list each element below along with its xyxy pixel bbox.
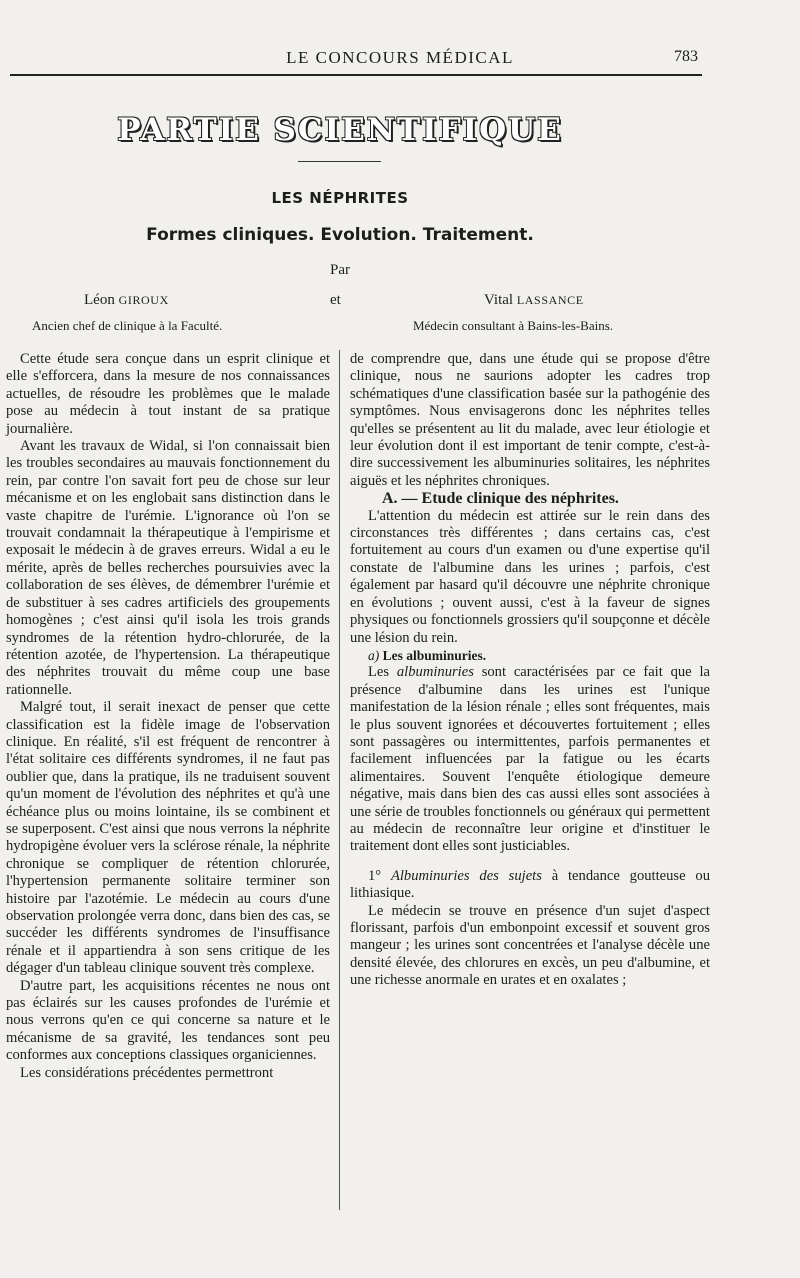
emphasis: albuminuries xyxy=(396,664,474,681)
right-column xyxy=(350,351,710,990)
author-last-name: LASSANCE xyxy=(516,293,584,307)
text-run: Les xyxy=(368,664,390,681)
article-title: LES NÉPHRITES xyxy=(271,189,409,207)
item-number: 1° xyxy=(368,867,382,884)
subsection-label: a) xyxy=(368,647,380,663)
paragraph: de comprendre que, dans une étude qui se propose d'être clinique, nous ne saurions adopter les cadres trop schématiques d'une classification basée sur la pathogénie des symptômes. Nous envisagerons donc les néphrites telles qu'elles se présentent au lit du malade, avec leur étiologie et leur évolution dont il est important de tenir compte, c'est-à-dire successivement les albuminuries solitaires, les néphrites aiguës et les néphrites chroniques. xyxy=(350,351,710,489)
emphasis: Albuminuries des sujets xyxy=(390,867,542,884)
left-column xyxy=(6,351,330,1082)
text-run: sont caractérisées par ce fait que la présence d'albumine dans les urines est l'unique manifestation de la lésion rénale ; elles sont fréquentes, mais le plus souvent ignorées et découvertes fortuitement ; elles sont passagères ou intermittentes, parfois permanentes et facilement influencées par la fatigue ou les écarts alimentaires. Souvent l'enquête étiologique demeure négative, mais dans bien des cas aussi elles sont associées à une série de troubles fonctionnels ou généraux qui permettent au médecin de reconnaître leur origine et d'instituer le traitement dont elles sont justiciables. xyxy=(350,664,710,855)
column-divider xyxy=(339,350,340,1210)
by-line: Par xyxy=(330,262,350,278)
subsection-heading xyxy=(350,647,710,664)
title-rule xyxy=(298,161,381,162)
author-giroux xyxy=(84,292,169,309)
paragraph: Le médecin se trouve en présence d'un sujet d'aspect florissant, parfois d'un embonpoint excessif et souvent gros mangeur ; les urines sont concentrées et l'analyse décèle une densité élevée, des chlorures en excès, un peu d'albumine, et une richesse anormale en urates et en oxalates ; xyxy=(350,902,710,989)
author-first-name: Vital xyxy=(484,292,514,308)
paragraph: Malgré tout, il serait inexact de penser que cette classification est la fidèle image de l'observation clinique. En réalité, s'il est fréquent de rencontrer à l'état solitaire ces différents syndromes, il ne faut pas oublier que, dans la pratique, ils ne traduisent souvent qu'un moment de l'évolution des néphrites et qu'à une échéance plus ou moins lointaine, ils se combinent et se superposent. C'est ainsi que nous verrons la néphrite hydropigène évoluer vers la sclérose rénale, la néphrite chronique se compliquer de rétention chlorurée, l'hypertension permanente solitaire terminer son histoire par l'azotémie. Le médecin au cours d'une observation prolongée verra donc, dans bien des cas, se succéder les différents syndromes de l'insuffisance rénale et il appartiendra à son sens critique de les dégager d'un tableau clinique souvent très complexe. xyxy=(6,699,330,977)
running-title: LE CONCOURS MÉDICAL xyxy=(286,48,514,67)
header-rule xyxy=(10,74,702,76)
author-lassance xyxy=(484,292,584,309)
page-number: 783 xyxy=(674,48,698,65)
paragraph: L'attention du médecin est attirée sur le rein dans des circonstances très différentes ; dans certains cas, c'est fortuitement au cours d'un examen ou d'une expertise qu'il constate de l'albumine dans les urines ; parfois, c'est également par hasard qu'il découvre une néphrite chronique en évolutions ; ouvent aussi, c'est à la faveur de signes physiques ou fonctionnels grossiers qu'il soupçonne et décèle une lésion du rein. xyxy=(350,507,710,646)
running-head xyxy=(10,46,790,72)
paragraph: D'autre part, les acquisitions récentes ne nous ont pas éclairés sur les causes profondes de l'urémie et nous verrons qu'en ce qui concerne sa nature et le mécanisme de sa gravité, les tendances sont peu conformes aux conceptions classiques organiciennes. xyxy=(6,977,330,1064)
paragraph: Avant les travaux de Widal, si l'on connaissait bien les troubles secondaires au mauvais fonctionnement du rein, par contre l'on savait fort peu de chose sur leur mécanisme et on les englobait sans distinction dans le vaste chapitre de l'urémie. L'ignorance où l'on se trouvait condamnait la thérapeutique à l'empirisme et exposait le médecin à de graves erreurs. Widal a eu le mérite, après de belles recherches poursuivies avec la collaboration de ses élèves, de démembrer l'urémie et de substituer à ses cadres artificiels des groupements homogènes ; c'est ainsi qu'il isola les trois grands syndromes de la rétention hydro-chlorurée, de la rétention azotée, de l'hypertension. La thérapeutique des néphrites trouvait du même coup une base rationnelle. xyxy=(6,438,330,698)
section-heading: A. — Etude clinique des néphrites. xyxy=(382,490,619,508)
paragraph: Cette étude sera conçue dans un esprit clinique et elle s'efforcera, dans la mesure de nos connaissances actuelles, de résoudre les problèmes que le malade pose au médecin à tout instant de sa pratique journalière. xyxy=(6,351,330,437)
text-run: à tendance goutteuse ou lithiasique. xyxy=(350,867,710,902)
affiliation-giroux: Ancien chef de clinique à la Faculté. xyxy=(32,318,223,333)
paragraph xyxy=(350,664,710,855)
subsection-text: Les albuminuries. xyxy=(382,647,487,663)
article-subtitle: Formes cliniques. Evolution. Traitement. xyxy=(146,225,534,245)
author-first-name: Léon xyxy=(84,292,115,308)
paragraph: Les considérations précédentes permettront xyxy=(20,1064,274,1081)
author-last-name: GIROUX xyxy=(118,293,169,307)
affiliation-lassance: Médecin consultant à Bains-les-Bains. xyxy=(413,318,614,333)
paragraph xyxy=(350,868,710,903)
author-conjunction: et xyxy=(330,292,341,308)
section-title: PARTIE SCIENTIFIQUE xyxy=(117,112,563,148)
